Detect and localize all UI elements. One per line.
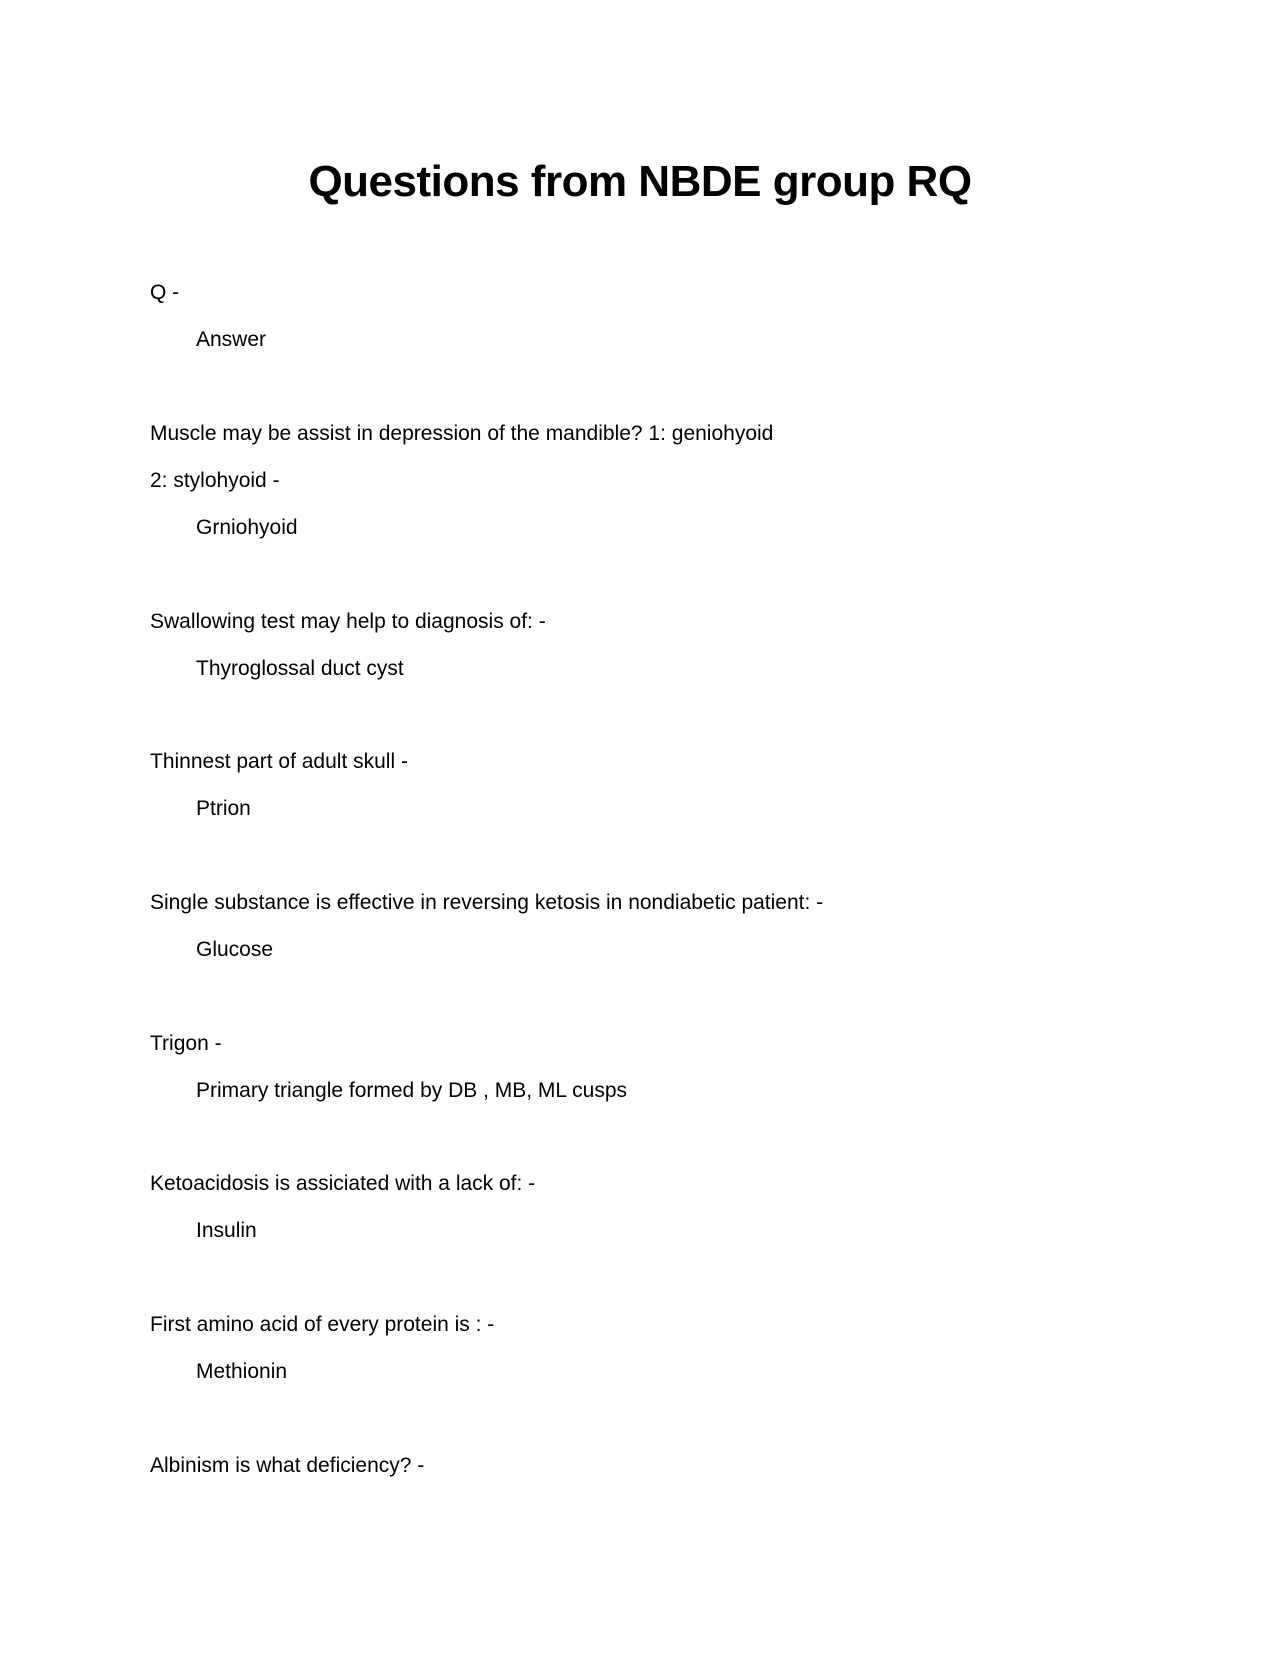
header-answer: Answer xyxy=(196,328,267,351)
header-question: Q - xyxy=(150,281,180,304)
answer-1: Grniohyoid xyxy=(196,516,298,539)
answer-5: Primary triangle formed by DB , MB, ML cusps xyxy=(196,1079,628,1102)
answer-2: Thyroglossal duct cyst xyxy=(196,657,404,680)
answer-7: Methionin xyxy=(196,1360,288,1383)
question-5: Trigon - xyxy=(150,1032,222,1055)
question-2: Swallowing test may help to diagnosis of: - xyxy=(150,610,546,633)
question-7: First amino acid of every protein is : - xyxy=(150,1313,495,1336)
answer-4: Glucose xyxy=(196,938,274,961)
question-8: Albinism is what deficiency? - xyxy=(150,1454,425,1477)
document-title: Questions from NBDE group RQ xyxy=(308,157,972,206)
question-4: Single substance is effective in reversing ketosis in nondiabetic patient: - xyxy=(150,891,824,914)
answer-6: Insulin xyxy=(196,1219,257,1242)
question-6: Ketoacidosis is assiciated with a lack of: - xyxy=(150,1172,536,1195)
question-1: Muscle may be assist in depression of the mandible? 1: geniohyoid xyxy=(150,422,774,445)
question-3: Thinnest part of adult skull - xyxy=(150,750,408,773)
question-1-continued: 2: stylohyoid - xyxy=(150,469,280,492)
answer-3: Ptrion xyxy=(196,797,251,820)
